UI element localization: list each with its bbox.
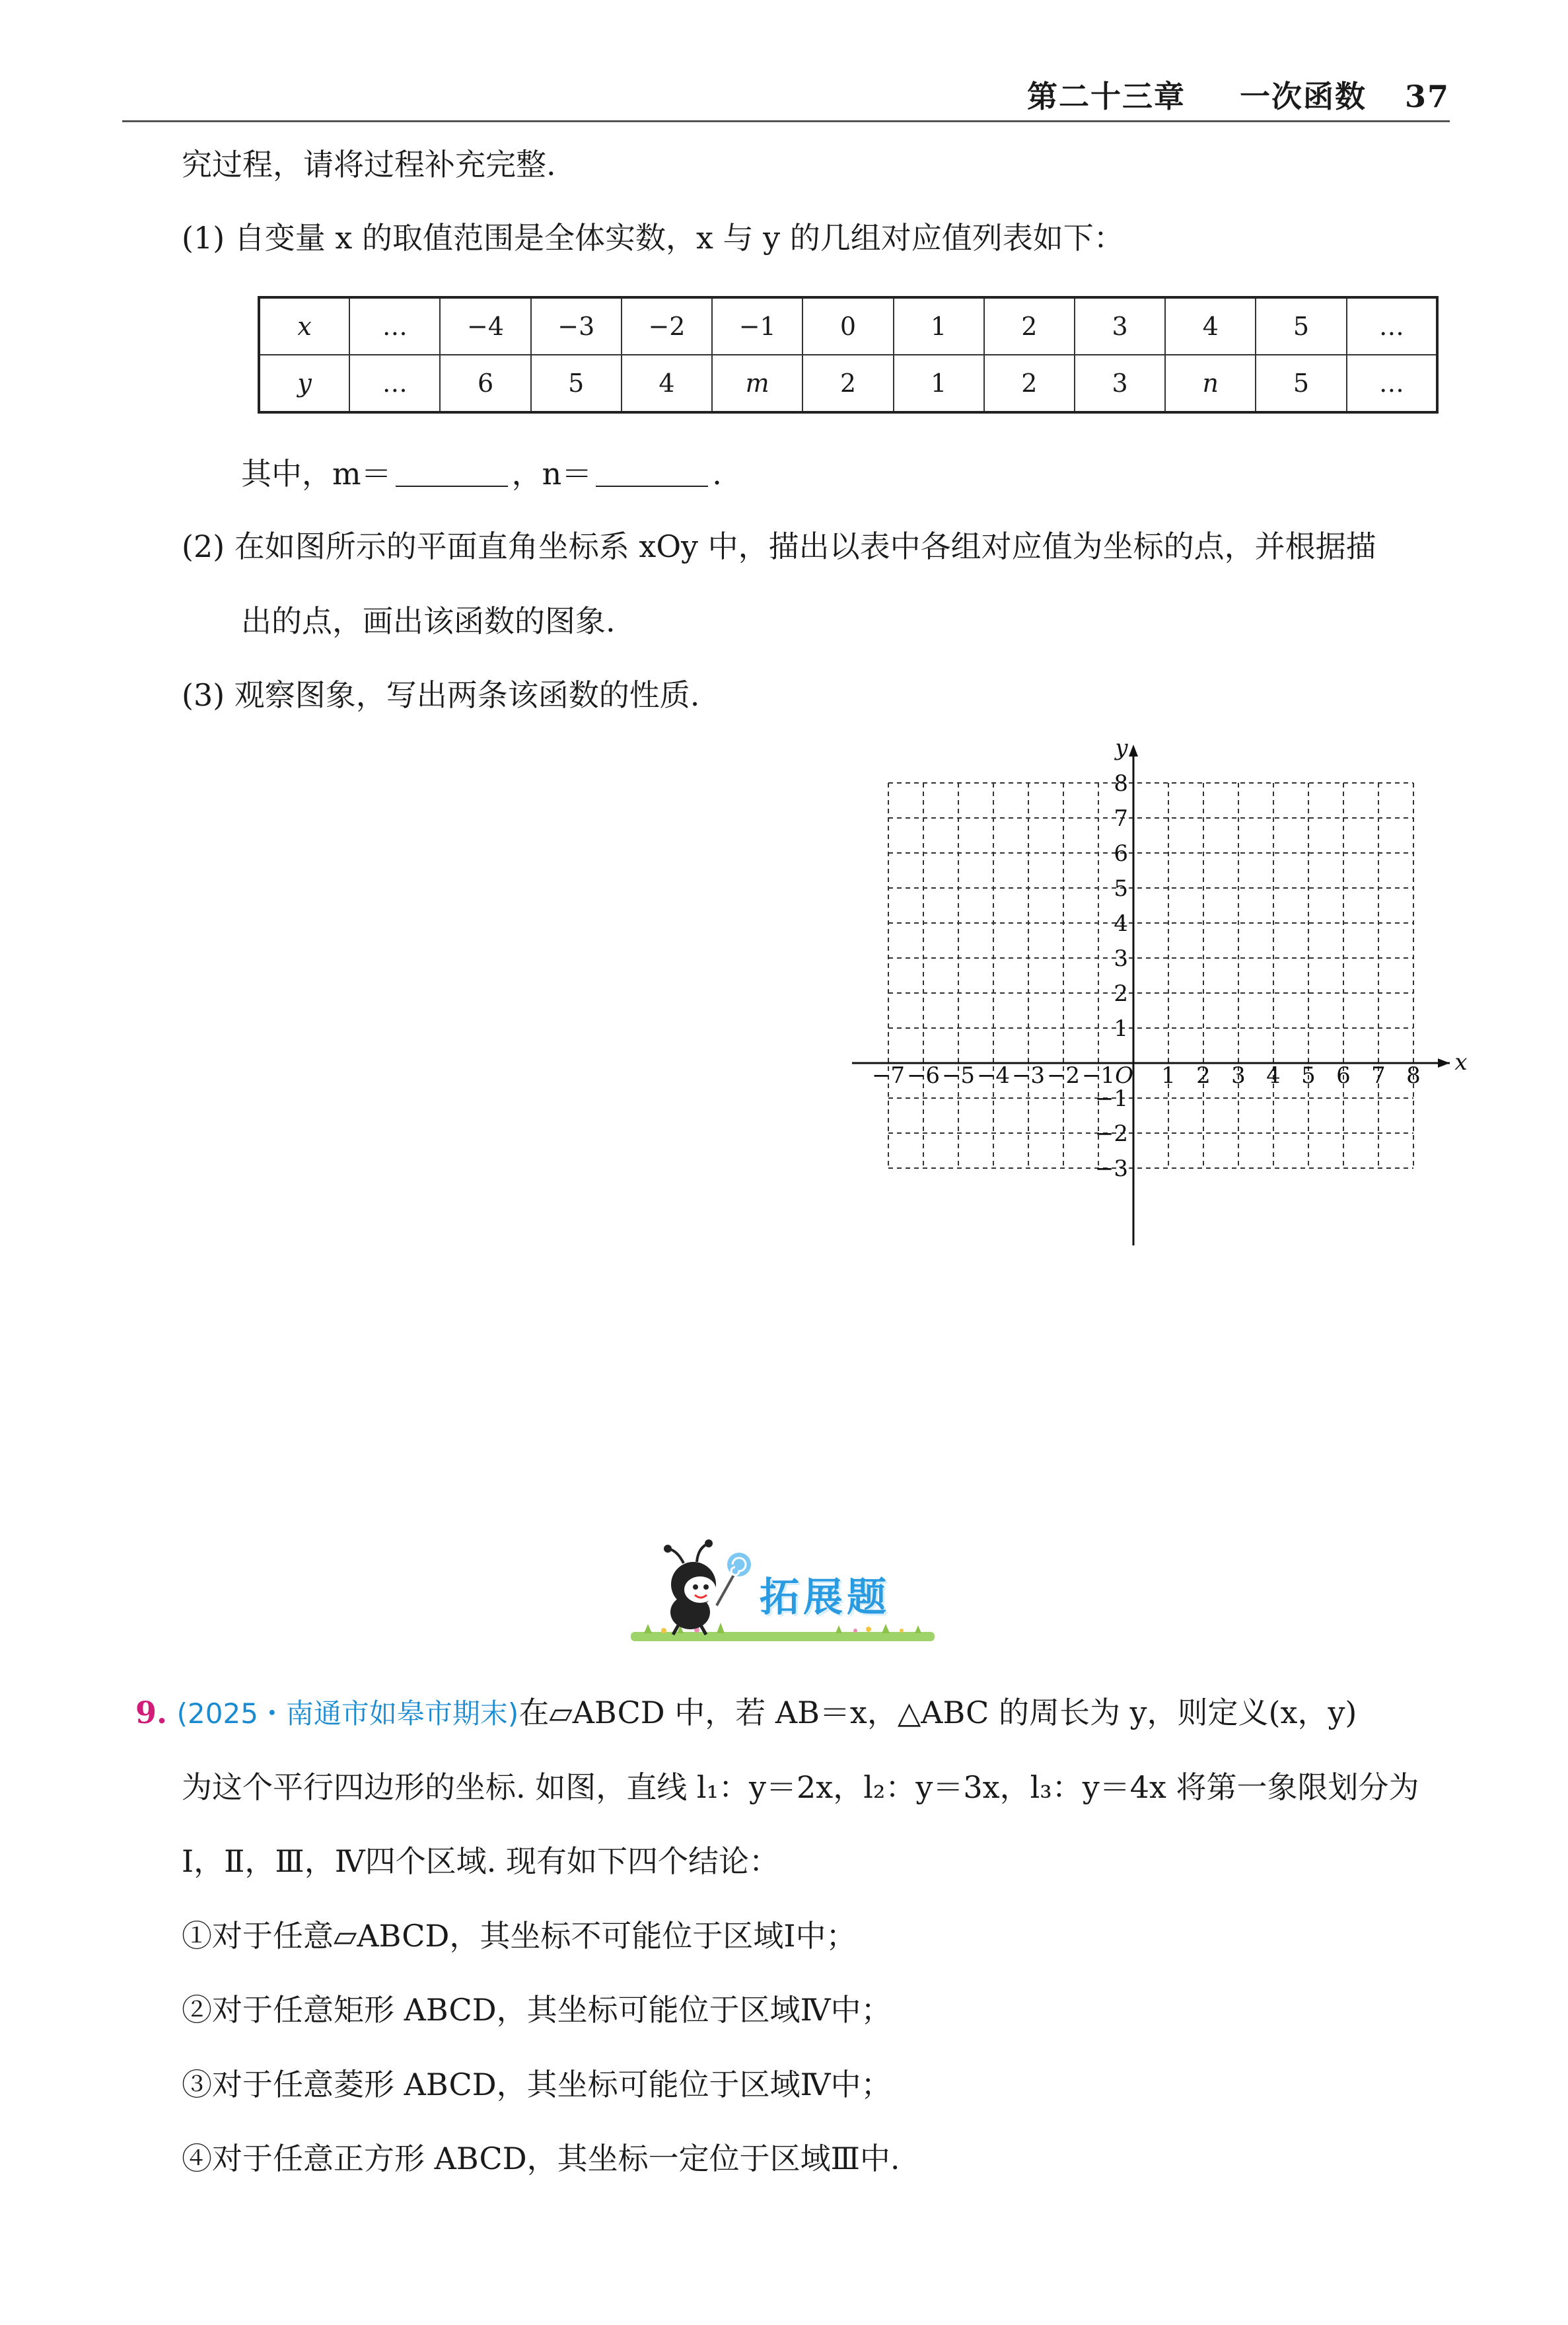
question9-stem-1: 在▱ABCD 中，若 AB＝x，△ABC 的周长为 y，则定义(x，y)	[518, 1695, 1357, 1730]
table-y-cell: n	[1165, 355, 1256, 412]
table-y-cell: 2	[802, 355, 893, 412]
value-table	[258, 296, 1439, 414]
x-tick-label: −7	[871, 1062, 906, 1089]
x-tick-label: 7	[1371, 1062, 1386, 1089]
table-x-cell: −2	[622, 297, 712, 355]
y-tick-label: 1	[1114, 1015, 1128, 1042]
x-tick-label: −6	[906, 1062, 941, 1089]
x-tick-label: 6	[1336, 1062, 1351, 1089]
x-tick-label: 5	[1301, 1062, 1316, 1089]
table-row-y	[259, 355, 1437, 412]
x-tick-label: −5	[941, 1062, 976, 1089]
coordinate-grid[interactable]	[852, 737, 1473, 1245]
x-tick-label: 2	[1196, 1062, 1211, 1089]
table-header-x: x	[259, 297, 349, 355]
table-row-x	[259, 297, 1437, 355]
y-tick-label: 8	[1114, 770, 1128, 797]
table-x-cell: …	[349, 297, 440, 355]
table-y-cell: 5	[531, 355, 622, 412]
answer-end: .	[712, 456, 722, 492]
y-axis-arrow	[1129, 745, 1138, 757]
y-tick-label: −1	[1094, 1086, 1128, 1112]
table-x-cell: 5	[1256, 297, 1346, 355]
table-header-y: y	[259, 355, 349, 412]
table-y-cell: 3	[1075, 355, 1165, 412]
y-tick-label: 3	[1114, 945, 1128, 972]
table-y-cell: 2	[984, 355, 1075, 412]
x-tick-label: 1	[1161, 1062, 1176, 1089]
x-tick-label: −2	[1046, 1062, 1081, 1089]
table-x-cell: 4	[1165, 297, 1256, 355]
table-y-cell: 6	[440, 355, 530, 412]
y-tick-label: 4	[1114, 910, 1128, 937]
x-tick-label: 4	[1266, 1062, 1281, 1089]
y-tick-label: −3	[1094, 1156, 1128, 1182]
table-x-cell: 2	[984, 297, 1075, 355]
conclusion-4: ④对于任意正方形 ABCD，其坐标一定位于区域Ⅲ中.	[182, 2141, 900, 2176]
x-axis-arrow	[1438, 1058, 1450, 1068]
table-x-cell: 1	[894, 297, 984, 355]
part1-answer	[241, 456, 722, 492]
origin-label: O	[1115, 1062, 1133, 1089]
conclusion-1: ①对于任意▱ABCD，其坐标不可能位于区域Ⅰ中；	[182, 1918, 857, 1954]
answer-m-blank[interactable]	[396, 459, 508, 487]
x-tick-label: −3	[1011, 1062, 1046, 1089]
question9-number: 9.	[135, 1695, 168, 1730]
chapter-title: 一次函数	[1239, 79, 1367, 114]
y-axis-label: y	[1115, 737, 1128, 761]
intro-line: 究过程，请将过程补充完整.	[182, 147, 556, 182]
page-header	[122, 61, 1450, 122]
y-tick-label: 7	[1114, 805, 1128, 832]
x-tick-label: 3	[1231, 1062, 1246, 1089]
conclusion-2: ②对于任意矩形 ABCD，其坐标可能位于区域Ⅳ中；	[182, 1992, 892, 2028]
table-y-cell: …	[1347, 355, 1437, 412]
answer-n-blank[interactable]	[596, 459, 708, 487]
part2-line2: 出的点，画出该函数的图象.	[241, 603, 616, 639]
table-x-cell: 3	[1075, 297, 1165, 355]
part3-text: (3) 观察图象，写出两条该函数的性质.	[182, 677, 700, 713]
question9-line1	[135, 1695, 1357, 1731]
answer-n-label: ，n＝	[511, 456, 592, 492]
y-tick-label: 2	[1114, 980, 1128, 1007]
question9-line2: 为这个平行四边形的坐标. 如图，直线 l₁：y＝2x，l₂：y＝3x，l₃：y＝4x 将第一象限划分为	[182, 1769, 1419, 1805]
y-tick-label: 6	[1114, 840, 1128, 867]
question9-line3: Ⅰ，Ⅱ，Ⅲ，Ⅳ四个区域. 现有如下四个结论：	[182, 1843, 779, 1879]
badge-label: 拓展题	[760, 1574, 890, 1621]
table-x-cell: −4	[440, 297, 530, 355]
x-tick-label: 8	[1406, 1062, 1421, 1089]
page-number: 37	[1404, 79, 1450, 114]
table-x-cell: …	[1347, 297, 1437, 355]
table-y-cell: 1	[894, 355, 984, 412]
table-y-cell: 4	[622, 355, 712, 412]
table-y-cell: …	[349, 355, 440, 412]
part1-text: (1) 自变量 x 的取值范围是全体实数，x 与 y 的几组对应值列表如下：	[182, 220, 1124, 256]
section-badge	[618, 1533, 948, 1654]
x-axis-label: x	[1454, 1049, 1468, 1076]
x-tick-label: −4	[976, 1062, 1011, 1089]
chapter-label: 第二十三章	[1026, 79, 1186, 114]
table-y-cell: m	[712, 355, 802, 412]
x-tick-label: −1	[1081, 1062, 1116, 1089]
table-x-cell: −1	[712, 297, 802, 355]
table-x-cell: −3	[531, 297, 622, 355]
conclusion-3: ③对于任意菱形 ABCD，其坐标可能位于区域Ⅳ中；	[182, 2067, 892, 2102]
header-text	[1027, 73, 1450, 116]
answer-m-label: 其中，m＝	[241, 456, 392, 492]
table-y-cell: 5	[1256, 355, 1346, 412]
y-tick-label: 5	[1114, 875, 1128, 902]
table-x-cell: 0	[802, 297, 893, 355]
question9-source: (2025・南通市如皋市期末)	[176, 1697, 519, 1730]
part2-line1: (2) 在如图所示的平面直角坐标系 xOy 中，描出以表中各组对应值为坐标的点，并根据描	[182, 529, 1376, 564]
y-tick-label: −2	[1094, 1121, 1128, 1147]
